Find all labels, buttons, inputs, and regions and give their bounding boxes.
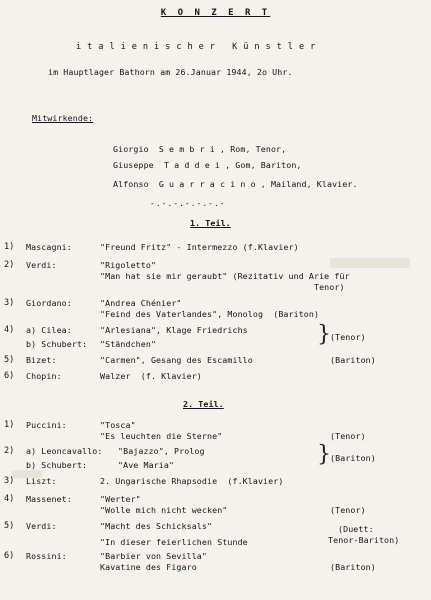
- part1-item4-voice: (Tenor): [330, 332, 366, 342]
- scan-smudge: [12, 470, 42, 478]
- subtitle: i t a l i e n i s c h e r K ü n s t l e r: [76, 42, 316, 52]
- part1-item6-num: 6): [4, 371, 15, 381]
- part1-item4-line1: "Arlesiana", Klage Friedrichs: [100, 325, 248, 335]
- part2-item5-line1: "Macht des Schicksals": [100, 521, 213, 531]
- part2-heading: 2. Teil.: [183, 399, 224, 409]
- performer-3: Alfonso G u a r r a c i n o , Mailand, Klavier.: [113, 179, 358, 189]
- part1-item5-num: 5): [4, 355, 15, 365]
- part2-item4-line2: "Wolle mich nicht wecken": [100, 505, 228, 515]
- part2-item6-composer: Rossini:: [26, 551, 67, 561]
- part2-item5-composer: Verdi:: [26, 521, 57, 531]
- part1-item4-composer: a) Cilea:: [26, 325, 72, 335]
- performer-2: Giuseppe T a d d e i , Gom, Bariton,: [113, 160, 302, 170]
- part2-item5-num: 5): [4, 521, 15, 531]
- part2-item1-voice: (Tenor): [330, 431, 366, 441]
- part1-item2-num: 2): [4, 260, 15, 270]
- performer-1: Giorgio S e m b r i , Rom, Tenor,: [113, 144, 287, 154]
- part1-item1-line1: "Freund Fritz" - Intermezzo (f.Klavier): [100, 242, 299, 252]
- part2-item2-composer: a) Leoncavallo:: [26, 446, 103, 456]
- part2-item5-voice2: Tenor-Bariton): [328, 535, 400, 545]
- part2-item5-voice: (Duett:: [338, 524, 374, 534]
- part1-item1-num: 1): [4, 242, 15, 252]
- part2-item2-voice: (Bariton): [330, 453, 376, 463]
- location-line: im Hauptlager Bathorn am 26.Januar 1944, 2o Uhr.: [48, 67, 293, 77]
- performers-label: Mitwirkende:: [32, 113, 94, 123]
- part2-item4-composer: Massenet:: [26, 494, 72, 504]
- part2-item6-line2: Kavatine des Figaro: [100, 562, 197, 572]
- part1-item3-composer: Giordano:: [26, 298, 72, 308]
- part1-item2-composer: Verdi:: [26, 260, 57, 270]
- part1-item5-composer: Bizet:: [26, 355, 57, 365]
- part2-item1-num: 1): [4, 420, 15, 430]
- part1-item5-voice: (Bariton): [330, 355, 376, 365]
- part1-item6-line1: Walzer (f. Klavier): [100, 371, 202, 381]
- part1-item4b-composer: b) Schubert:: [26, 339, 88, 349]
- part2-item2b-composer: b) Schubert:: [26, 460, 88, 470]
- page-title: K O N Z E R T: [160, 8, 271, 18]
- part1-item2-line1: "Rigoletto": [100, 260, 157, 270]
- part2-item3-line1: 2. Ungarische Rhapsodie (f.Klavier): [100, 476, 284, 486]
- part2-item3-composer: Liszt:: [26, 476, 57, 486]
- part1-item3-line2: "Feind des Vaterlandes", Monolog (Bariton): [100, 309, 320, 319]
- part2-item6-num: 6): [4, 551, 15, 561]
- part1-item2-line3: Tenor): [100, 282, 345, 292]
- part1-item1-composer: Mascagni:: [26, 242, 72, 252]
- part2-item2-line1: "Bajazzo", Prolog: [118, 446, 205, 456]
- part1-heading: 1. Teil.: [190, 218, 231, 228]
- part2-item4-line1: "Werter": [100, 494, 141, 504]
- part2-item5-line2: "In dieser feierlichen Stunde: [100, 537, 248, 547]
- brace-part2-item2: }: [317, 442, 331, 467]
- part1-item4b-line1: "Ständchen": [100, 339, 157, 349]
- separator: -.-.-.-.-.-.-: [150, 199, 226, 208]
- part1-item4-num: 4): [4, 325, 15, 335]
- part2-item1-composer: Puccini:: [26, 420, 67, 430]
- part2-item1-line2: "Es leuchten die Sterne": [100, 431, 223, 441]
- part2-item3-num: 3): [4, 476, 15, 486]
- part1-item3-line1: "Andrea Chénier": [100, 298, 182, 308]
- part1-item2-line2: "Man hat sie mir geraubt" (Rezitativ und Arie für: [100, 271, 350, 281]
- scan-smudge: [330, 258, 410, 268]
- part2-item6-line1: "Barbier von Sevilla": [100, 551, 207, 561]
- part2-item4-num: 4): [4, 494, 15, 504]
- part1-item6-composer: Chopin:: [26, 371, 62, 381]
- part2-item2b-line1: "Ave Maria": [118, 460, 175, 470]
- part2-item4-voice: (Tenor): [330, 505, 366, 515]
- part1-item3-num: 3): [4, 298, 15, 308]
- part2-item2-num: 2): [4, 446, 15, 456]
- part1-item5-line1: "Carmen", Gesang des Escamillo: [100, 355, 253, 365]
- part2-item6-voice: (Bariton): [330, 562, 376, 572]
- brace-part1-item4: }: [317, 322, 331, 347]
- part2-item1-line1: "Tosca": [100, 420, 136, 430]
